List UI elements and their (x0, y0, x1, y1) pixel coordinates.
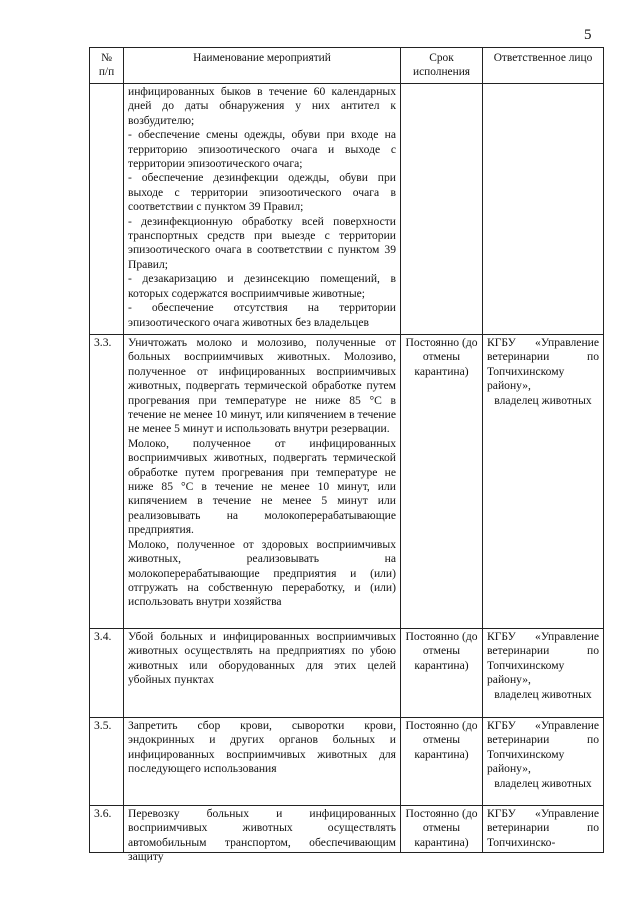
page-number: 5 (584, 27, 592, 43)
action-cell (124, 718, 401, 806)
table-row (90, 335, 604, 629)
action-cell (124, 629, 401, 718)
header-number: № п/п (90, 48, 124, 84)
action-line: - дезакаризацию и дезинсекцию помещений, в которых содержатся восприимчивые животные; (128, 272, 396, 300)
table-row (90, 806, 604, 853)
term-cell: Постоянно (до отмены карантина) (401, 718, 483, 806)
row-number: 3.6. (90, 806, 124, 853)
action-cell (124, 806, 401, 864)
table-row-continued (90, 84, 604, 335)
action-paragraph: Молоко, полученное от инфицированных восприимчивых животных, подвергать термической обработке путем прогревания при температуре не ниже 85 °С в течение не менее 10 минут, или кипячением в течение не менее 5 минут или реализовывать на молокоперерабатывающие предприятия. (128, 436, 396, 537)
header-responsible: Ответственное лицо (483, 48, 604, 84)
responsible-org: КГБУ «Управление ветеринарии по Топчихинскому району», (487, 719, 599, 776)
row-number: 3.3. (90, 335, 124, 629)
term-cell: Постоянно (до отмены карантина) (401, 629, 483, 718)
row-number-cell (90, 84, 124, 335)
action-line: - обеспечение дезинфекции одежды, обуви при выходе с территории эпизоотического очага в соответствии с пунктом 39 Правил; (128, 171, 396, 214)
responsible-owner: владелец животных (494, 776, 592, 790)
responsible-cell (483, 629, 604, 718)
action-paragraph: Убой больных и инфицированных восприимчивых животных осуществлять на предприятиях по убою животных или оборудованных для этих целей убойных пунктах (128, 630, 396, 687)
action-line: - дезинфекционную обработку всей поверхности транспортных средств при выезде с территории эпизоотического очага в соответствии с пунктом 39 Правил; (128, 214, 396, 271)
row-number: 3.5. (90, 718, 124, 806)
responsible-owner: владелец животных (494, 393, 592, 407)
action-paragraph: Молоко, полученное от здоровых восприимчивых животных, реализовывать на молокоперерабатывающие предприятия и (или) отгружать на собственную переработку, и (или) использовать внутри хозяйства (128, 537, 396, 609)
responsible-owner: владелец животных (494, 687, 592, 701)
responsible-cell (483, 806, 604, 853)
action-paragraph: Уничтожать молоко и молозиво, полученные от больных восприимчивых животных. Молозиво, полученное от инфицированных восприимчивых животных, подвергать термической обработке путем прогревания при температуре не ниже 85 °С в течение не менее 10 минут, или кипячением в течение не менее 5 минут и использовать внутри резервации. (128, 336, 396, 436)
header-action: Наименование мероприятий (124, 48, 401, 84)
responsible-cell (483, 335, 604, 629)
term-cell: Постоянно (до отмены карантина) (401, 335, 483, 629)
action-paragraph: Перевозку больных и инфицированных восприимчивых животных осуществлять автомобильным транспортом, обеспечивающим защиту (128, 807, 396, 864)
table-row (90, 629, 604, 718)
action-line: инфицированных быков в течение 60 календарных дней до даты обнаружения у них антител к возбудителю; (128, 85, 396, 127)
responsible-cell (483, 84, 604, 335)
responsible-org: КГБУ «Управление ветеринарии по Топчихинскому району», (487, 336, 599, 393)
action-cell (124, 335, 401, 629)
responsible-org: КГБУ «Управление ветеринарии по Топчихинско- (487, 807, 599, 849)
responsible-org: КГБУ «Управление ветеринарии по Топчихинскому району», (487, 630, 599, 687)
header-term: Срок исполнения (401, 48, 483, 84)
table-header-row (90, 48, 604, 84)
action-cell (124, 84, 401, 335)
responsible-cell (483, 718, 604, 806)
action-line: - обеспечение смены одежды, обуви при входе на территорию эпизоотического очага и выходе с территории эпизоотического очага; (128, 128, 396, 171)
action-line: - обеспечение отсутствия на территории эпизоотического очага животных без владельцев (128, 301, 396, 329)
term-cell: Постоянно (до отмены карантина) (401, 806, 483, 853)
action-paragraph: Запретить сбор крови, сыворотки крови, эндокринных и других органов больных и инфицированных восприимчивых животных для последующего использования (128, 719, 396, 776)
row-number: 3.4. (90, 629, 124, 718)
measures-table (89, 47, 604, 864)
table-row (90, 718, 604, 806)
term-cell (401, 84, 483, 335)
